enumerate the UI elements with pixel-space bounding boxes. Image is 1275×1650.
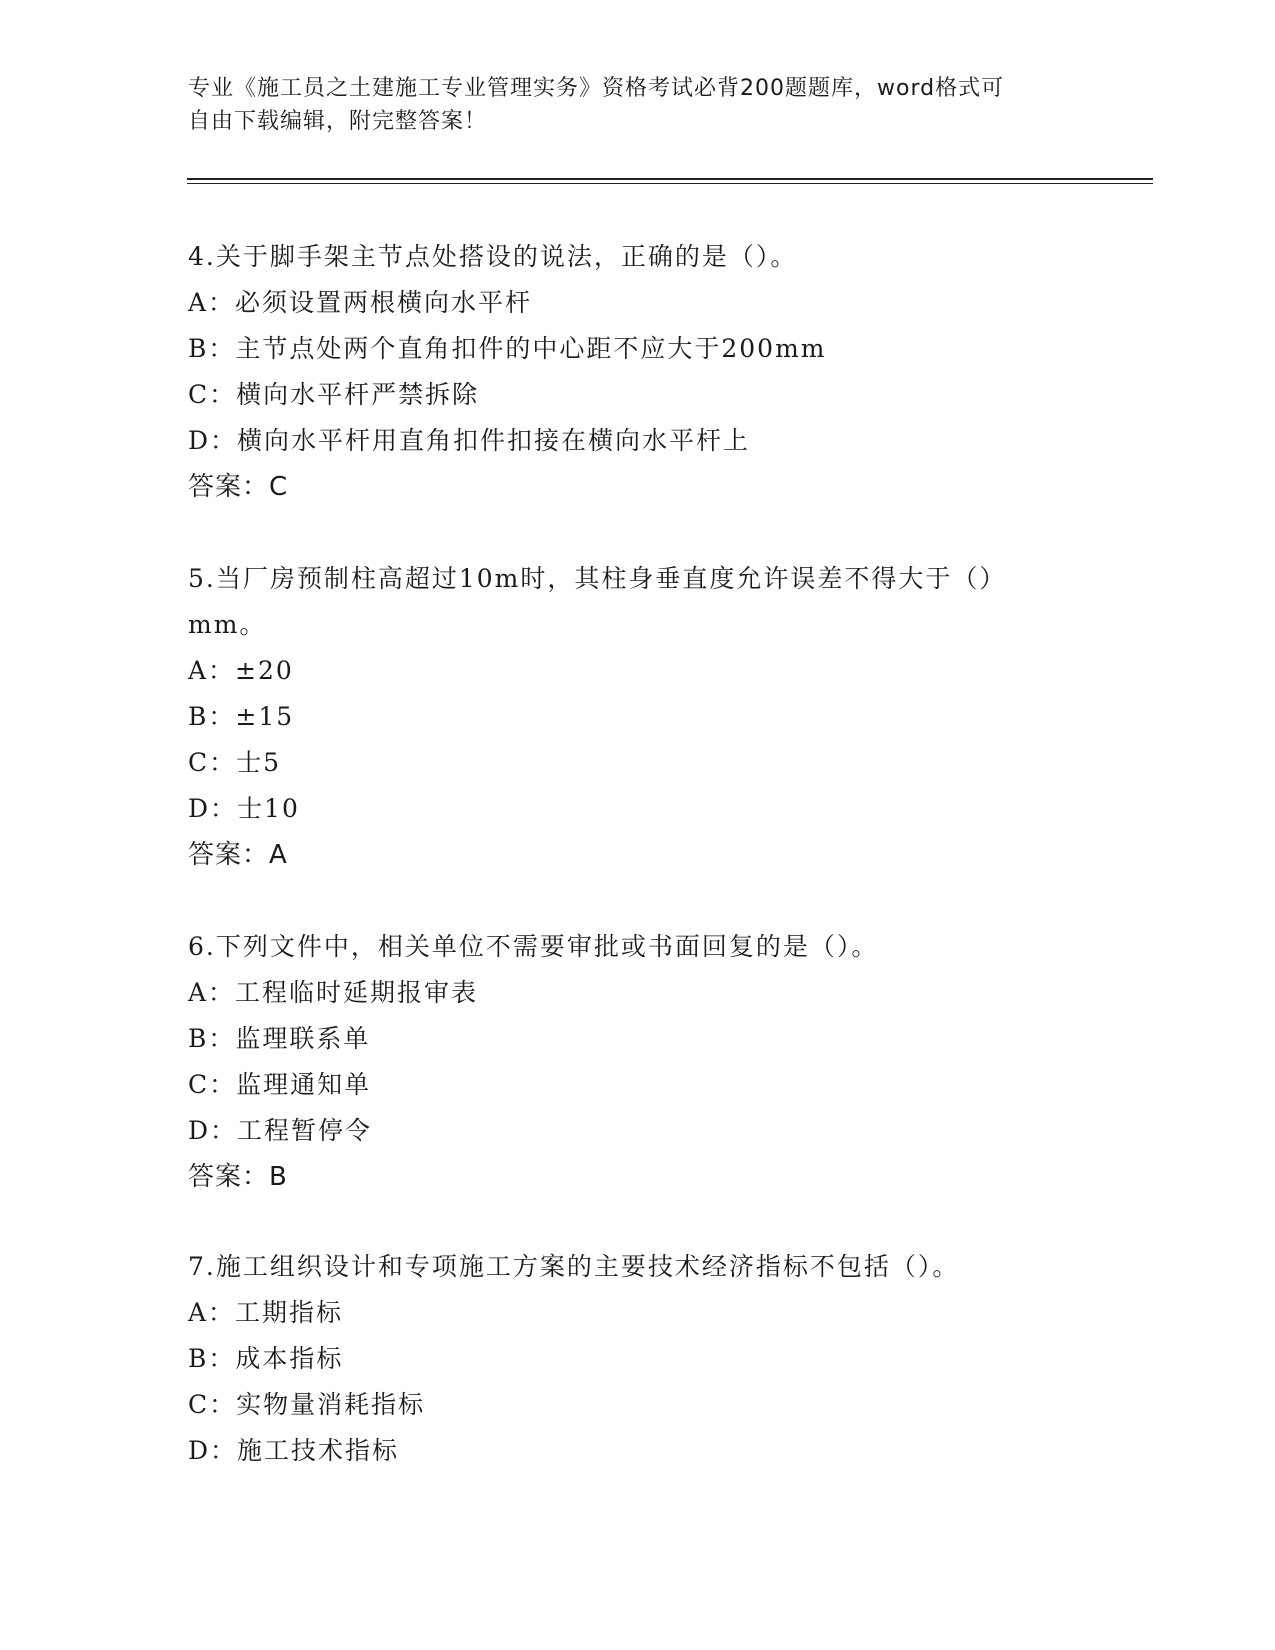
option-d: D：工程暂停令 — [188, 1116, 373, 1145]
option-a: A：±20 — [188, 656, 294, 685]
option-b: B：监理联系单 — [188, 1024, 371, 1053]
option-d: D：施工技术指标 — [188, 1436, 400, 1465]
option-b: B：成本指标 — [188, 1344, 344, 1373]
question-6 — [188, 924, 1088, 1200]
option-d: D：士10 — [188, 794, 300, 823]
option-a: A：必须设置两根横向水平杆 — [188, 288, 533, 317]
header-divider-thick — [187, 178, 1153, 180]
question-stem: 7.施工组织设计和专项施工方案的主要技术经济指标不包括（）。 — [188, 1252, 960, 1281]
answer-line: 答案：C — [188, 472, 289, 502]
question-stem: 6.下列文件中，相关单位不需要审批或书面回复的是（）。 — [188, 932, 879, 961]
answer-line: 答案：A — [188, 840, 288, 870]
option-a: A：工程临时延期报审表 — [188, 978, 479, 1007]
option-c: C：实物量消耗指标 — [188, 1390, 426, 1419]
option-b: B：主节点处两个直角扣件的中心距不应大于200mm — [188, 334, 827, 363]
header-divider-thin — [187, 183, 1153, 184]
question-5 — [188, 556, 1088, 878]
option-b: B：±15 — [188, 702, 295, 731]
header-title-line-2: 自由下载编辑，附完整答案！ — [188, 109, 488, 134]
question-stem-continuation: mm。 — [188, 610, 267, 639]
option-c: C：横向水平杆严禁拆除 — [188, 380, 480, 409]
option-c: C：士5 — [188, 748, 282, 777]
option-c: C：监理通知单 — [188, 1070, 372, 1099]
document-header — [188, 72, 1068, 138]
question-stem: 4.关于脚手架主节点处搭设的说法，正确的是（）。 — [188, 242, 798, 271]
option-a: A：工期指标 — [188, 1298, 344, 1327]
option-d: D：横向水平杆用直角扣件扣接在横向水平杆上 — [188, 426, 751, 455]
question-4 — [188, 234, 1088, 510]
question-7 — [188, 1244, 1088, 1474]
header-title-line-1: 专业《施工员之土建施工专业管理实务》资格考试必背200题题库，word格式可 — [188, 76, 1005, 101]
question-stem: 5.当厂房预制柱高超过10m时，其柱身垂直度允许误差不得大于（） — [188, 564, 1007, 593]
answer-line: 答案：B — [188, 1162, 288, 1192]
